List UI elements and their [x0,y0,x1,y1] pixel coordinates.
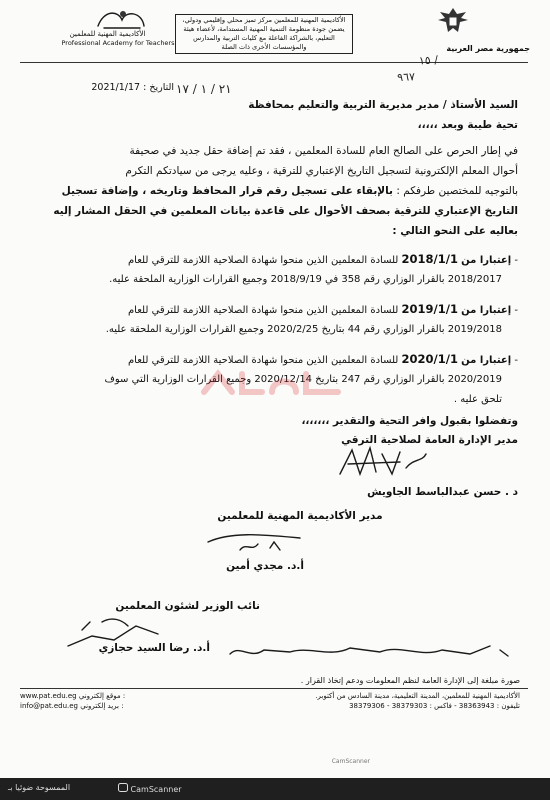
item-label: إعتبارا من [461,355,512,366]
footer-mail-value: info@pat.edu.eg [20,702,78,710]
scanner-brand [118,783,198,794]
closing-line: وتفضلوا بقبول وافر التحية والتقدير ،،،،،،، [301,415,518,427]
recipient-line: السيد الأستاذ / مدير مديرية التربية والتعليم بمحافظة [248,99,518,111]
paragraph-line-3-bold: بالإبقاء على تسجيل رقم قرار المحافظ وتاريخه ، وإضافة تسجيل [61,185,393,197]
bullet-dash: - [511,305,518,316]
watermark-logo-icon [198,366,348,407]
paragraph-line-3-lead: بالتوجيه للمختصين طرفكم : [396,185,518,197]
copy-note: صورة مبلغة إلى الإدارة العامة لنظم المعلومات ودعم إتخاذ القرار . [300,676,520,685]
item-line-2: 2020/2019 بالقرار الوزاري رقم 247 بتاريخ 2020/12/14 وجميع القرارات الوزارية التي سوف [104,374,502,385]
greeting-line: تحية طيبة وبعد ،،،،، [417,119,518,131]
eagle-emblem-icon [432,6,474,36]
list-item [40,250,518,270]
item-date: 2019/1/1 [401,302,458,316]
footer-web-value: www.pat.edu.eg [20,692,77,700]
paragraph-line-2: أحوال المعلم الإلكترونية لتسجيل التاريخ الإعتباري للترقية ، وعليه يرجى من سيادتكم التكرم [125,165,518,177]
item-line-2: 2019/2018 بالقرار الوزاري رقم 44 بتاريخ 2020/2/25 وجميع القرارات الوزارية الملحقة عليه. [105,324,502,335]
header-divider [20,62,528,63]
signature-1-scribble-icon [330,444,430,482]
item-line-3: تلحق عليه . [453,394,502,405]
incoming-stamp-number: ١٥ / [418,53,439,68]
paragraph-line-5: بعاليه على النحو التالي : [392,225,518,237]
signature-2-scribble-icon [200,524,310,558]
signature-3-name: أ.د. رضا السيد حجازي [98,642,210,654]
list-item [40,300,518,320]
footer-address: الأكاديمية المهنية للمعلمين، المدينة التعليمية، مدينة السادس من أكتوبر. [315,692,520,700]
country-caption: جمهورية مصر العربية [446,44,530,53]
incoming-stamp-serial: ٩٦٧ [396,70,416,85]
item-label: إعتبارا من [461,305,512,316]
signature-2-name: أ.د. مجدي أمين [226,560,304,572]
item-line-1: للسادة المعلمين الذين منحوا شهادة الصلاحية اللازمة للترقي للعام [127,355,399,366]
scanner-logo-icon [118,785,131,794]
item-date: 2020/1/1 [401,352,458,366]
academy-logo-text: الأكاديمية المهنية للمعلمين [69,30,146,38]
footer-divider [20,688,528,689]
scanner-stamp-label: الممسوحة ضوئيا بـ [8,783,71,792]
signature-1-name: د . حسن عبدالباسط الجاويش [367,486,518,498]
footer-mail-label: بريد إلكتروني : [80,702,124,710]
item-line-1: للسادة المعلمين الذين منحوا شهادة الصلاحية اللازمة للترقي للعام [127,305,399,316]
paragraph-line-4: التاريخ الإعتباري للترقية بصحف الأحوال على قاعدة بيانات المعلمين في الحقل المشار إليه [53,205,518,217]
item-line-2: 2018/2017 بالقرار الوزاري رقم 358 في 2018/9/19 وجميع القرارات الوزارية الملحقة عليه. [109,274,502,285]
footer-web [20,692,140,700]
signature-2-title: مدير الأكاديمية المهنية للمعلمين [217,510,383,522]
signature-3-title: نائب الوزير لشئون المعلمين [115,600,260,612]
footer-phones: تليفون : 38363943 - فاكس : 38379303 - 38379306 [349,702,520,710]
paragraph-line-1: في إطار الحرص على الصالح العام للسادة المعلمين ، فقد تم إضافة حقل جديد في صحيفة [129,145,518,157]
handwritten-date: ٢١ / ١ / ١٧ [176,82,232,96]
bullet-dash: - [511,255,518,266]
signature-1-title: مدير الإدارة العامة لصلاحية الترقي [341,434,518,446]
item-label: إعتبارا من [461,255,512,266]
bullet-dash: - [511,355,518,366]
letter-date: التاريخ : 2021/1/17 [91,82,174,93]
scanner-brand-text: CamScanner [130,785,182,794]
academy-caption-en: Professional Academy for Teachers [61,39,175,47]
item-date: 2018/1/1 [401,252,458,266]
scanner-faint-mark: CamScanner [331,758,370,765]
footer-web-label: موقع إلكتروني : [78,692,126,700]
paragraph-line-3 [40,182,518,201]
item-line-1: للسادة المعلمين الذين منحوا شهادة الصلاحية اللازمة للترقي للعام [127,255,399,266]
academy-vision-box: الأكاديمية المهنية للمعلمين مركز تميز محلي وإقليمي ودولي، يضمن جودة منظومة التنمية المهنية المستدامة، لأعضاء هيئة التعليم، بالشراكة الفاعلة مع كليات التربية والمدارس والمؤسسات الأخرى ذات الصلة [175,14,353,54]
footer-mail [20,702,140,710]
